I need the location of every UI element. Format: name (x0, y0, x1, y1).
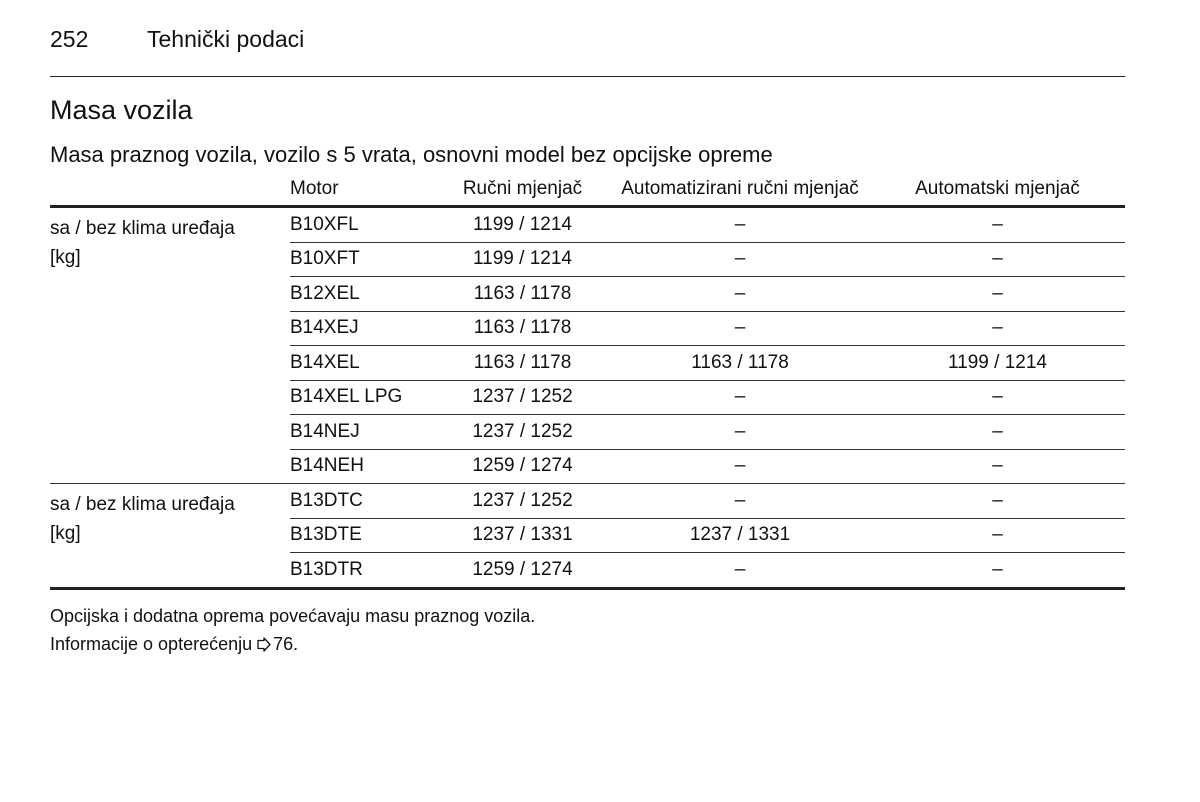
table-header-row (50, 172, 1125, 207)
amt-mass-cell: – (610, 380, 870, 415)
column-header-automated-manual-gearbox: Automatizirani ručni mjenjač (610, 172, 870, 207)
column-header-manual-gearbox: Ručni mjenjač (435, 172, 610, 207)
vehicle-mass-table (50, 172, 1125, 590)
manual-mass-cell: 1163 / 1178 (435, 311, 610, 346)
motor-cell: B10XFL (290, 207, 435, 243)
table-row (50, 484, 1125, 519)
amt-mass-cell: – (610, 311, 870, 346)
page-number: 252 (50, 26, 89, 52)
notes (50, 602, 535, 660)
motor-cell: B13DTE (290, 518, 435, 553)
page-reference-arrow-icon (256, 632, 271, 660)
motor-cell: B14XEL LPG (290, 380, 435, 415)
motor-cell: B14XEJ (290, 311, 435, 346)
motor-cell: B12XEL (290, 277, 435, 312)
table-title: Masa praznog vozila, vozilo s 5 vrata, osnovni model bez opcijske opreme (50, 142, 773, 167)
group-label-cell (50, 484, 290, 589)
amt-mass-cell: – (610, 242, 870, 277)
manual-mass-cell: 1259 / 1274 (435, 449, 610, 484)
manual-mass-cell: 1163 / 1178 (435, 277, 610, 312)
motor-cell: B14XEL (290, 346, 435, 381)
amt-mass-cell: 1163 / 1178 (610, 346, 870, 381)
amt-mass-cell: – (610, 415, 870, 450)
group-label: sa / bez klima uređaja (50, 494, 235, 515)
automatic-mass-cell: – (870, 311, 1125, 346)
manual-mass-cell: 1259 / 1274 (435, 553, 610, 589)
automatic-mass-cell: – (870, 207, 1125, 243)
automatic-mass-cell: – (870, 553, 1125, 589)
automatic-mass-cell: – (870, 277, 1125, 312)
amt-mass-cell: – (610, 484, 870, 519)
amt-mass-cell: – (610, 207, 870, 243)
automatic-mass-cell: – (870, 449, 1125, 484)
manual-mass-cell: 1237 / 1252 (435, 484, 610, 519)
amt-mass-cell: – (610, 553, 870, 589)
page-header (50, 24, 1125, 77)
motor-cell: B13DTR (290, 553, 435, 589)
column-header-automatic-gearbox: Automatski mjenjač (870, 172, 1125, 207)
motor-cell: B13DTC (290, 484, 435, 519)
manual-mass-cell: 1199 / 1214 (435, 242, 610, 277)
manual-mass-cell: 1237 / 1252 (435, 415, 610, 450)
automatic-mass-cell: – (870, 415, 1125, 450)
manual-mass-cell: 1237 / 1252 (435, 380, 610, 415)
table-row (50, 207, 1125, 243)
note-page-reference[interactable]: 76. (273, 634, 299, 654)
manual-mass-cell: 1237 / 1331 (435, 518, 610, 553)
section-title: Masa vozila (50, 95, 193, 125)
manual-mass-cell: 1163 / 1178 (435, 346, 610, 381)
automatic-mass-cell: – (870, 380, 1125, 415)
group-unit: [kg] (50, 247, 81, 268)
group-label: sa / bez klima uređaja (50, 218, 235, 239)
manual-mass-cell: 1199 / 1214 (435, 207, 610, 243)
automatic-mass-cell: – (870, 242, 1125, 277)
column-header-empty (50, 172, 290, 207)
chapter-title: Tehnički podaci (147, 26, 305, 52)
note-optional-equipment: Opcijska i dodatna oprema povećavaju masu praznog vozila. (50, 606, 536, 626)
motor-cell: B14NEH (290, 449, 435, 484)
group-label-cell (50, 207, 290, 484)
amt-mass-cell: – (610, 277, 870, 312)
automatic-mass-cell: – (870, 484, 1125, 519)
automatic-mass-cell: – (870, 518, 1125, 553)
group-unit: [kg] (50, 523, 81, 544)
amt-mass-cell: 1237 / 1331 (610, 518, 870, 553)
motor-cell: B10XFT (290, 242, 435, 277)
automatic-mass-cell: 1199 / 1214 (870, 346, 1125, 381)
amt-mass-cell: – (610, 449, 870, 484)
note-load-information (50, 630, 535, 660)
motor-cell: B14NEJ (290, 415, 435, 450)
column-header-motor: Motor (290, 172, 435, 207)
note-load-text: Informacije o opterećenju (50, 634, 253, 654)
